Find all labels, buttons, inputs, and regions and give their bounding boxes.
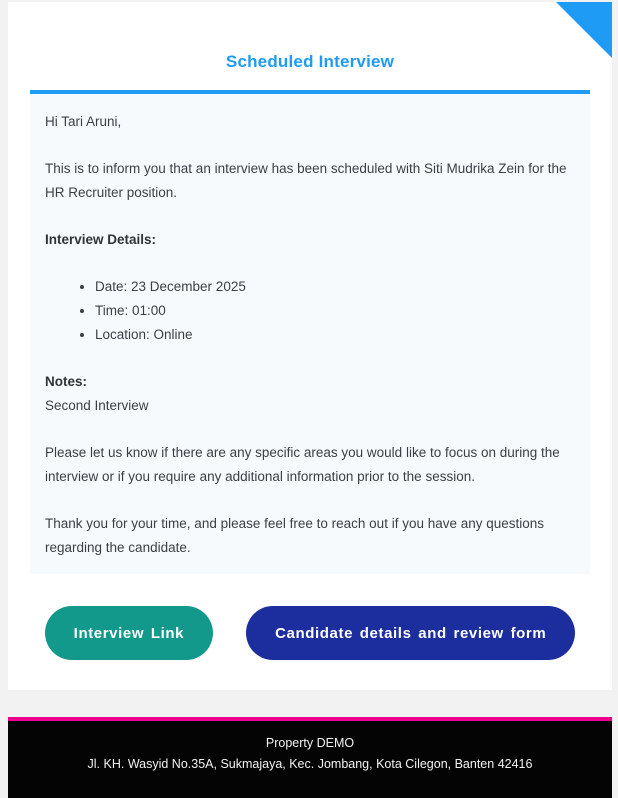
closing-paragraph: Thank you for your time, and please feel free to reach out if you have any questions regarding the candidate. — [45, 516, 545, 555]
footer-address: Jl. KH. Wasyid No.35A, Sukmajaya, Kec. Jombang, Kota Cilegon, Banten 42416 — [87, 757, 533, 771]
notes-heading: Notes: — [45, 374, 88, 389]
details-heading — [45, 228, 575, 252]
notes-value: Second Interview — [45, 398, 149, 413]
email-body — [30, 90, 590, 574]
footer-company-name: Property DEMO — [265, 736, 355, 750]
corner-triangle-decoration — [556, 2, 612, 58]
focus-paragraph: Please let us know if there are any specific areas you would like to focus on during the interview or if you require any additional information prior to the session. — [45, 445, 560, 484]
detail-location: • Location: Online — [95, 323, 575, 347]
detail-date: • Date: 23 December 2025 — [95, 275, 575, 299]
page-title: Scheduled Interview — [225, 52, 395, 71]
details-heading-text: Interview Details: — [45, 232, 157, 247]
interview-details-list — [45, 275, 575, 347]
notes-block — [45, 370, 575, 418]
greeting-text: Hi Tari Aruni, — [45, 114, 122, 129]
candidate-details-button[interactable]: Candidate details and review form — [246, 606, 575, 660]
email-footer — [8, 717, 612, 798]
intro-paragraph: This is to inform you that an interview has been scheduled with Siti Mudrika Zein for the HR Recruiter position. — [45, 161, 567, 200]
email-card — [8, 2, 612, 690]
action-buttons — [8, 606, 612, 660]
interview-link-button[interactable]: Interview Link — [45, 606, 213, 660]
detail-time: • Time: 01:00 — [95, 299, 575, 323]
